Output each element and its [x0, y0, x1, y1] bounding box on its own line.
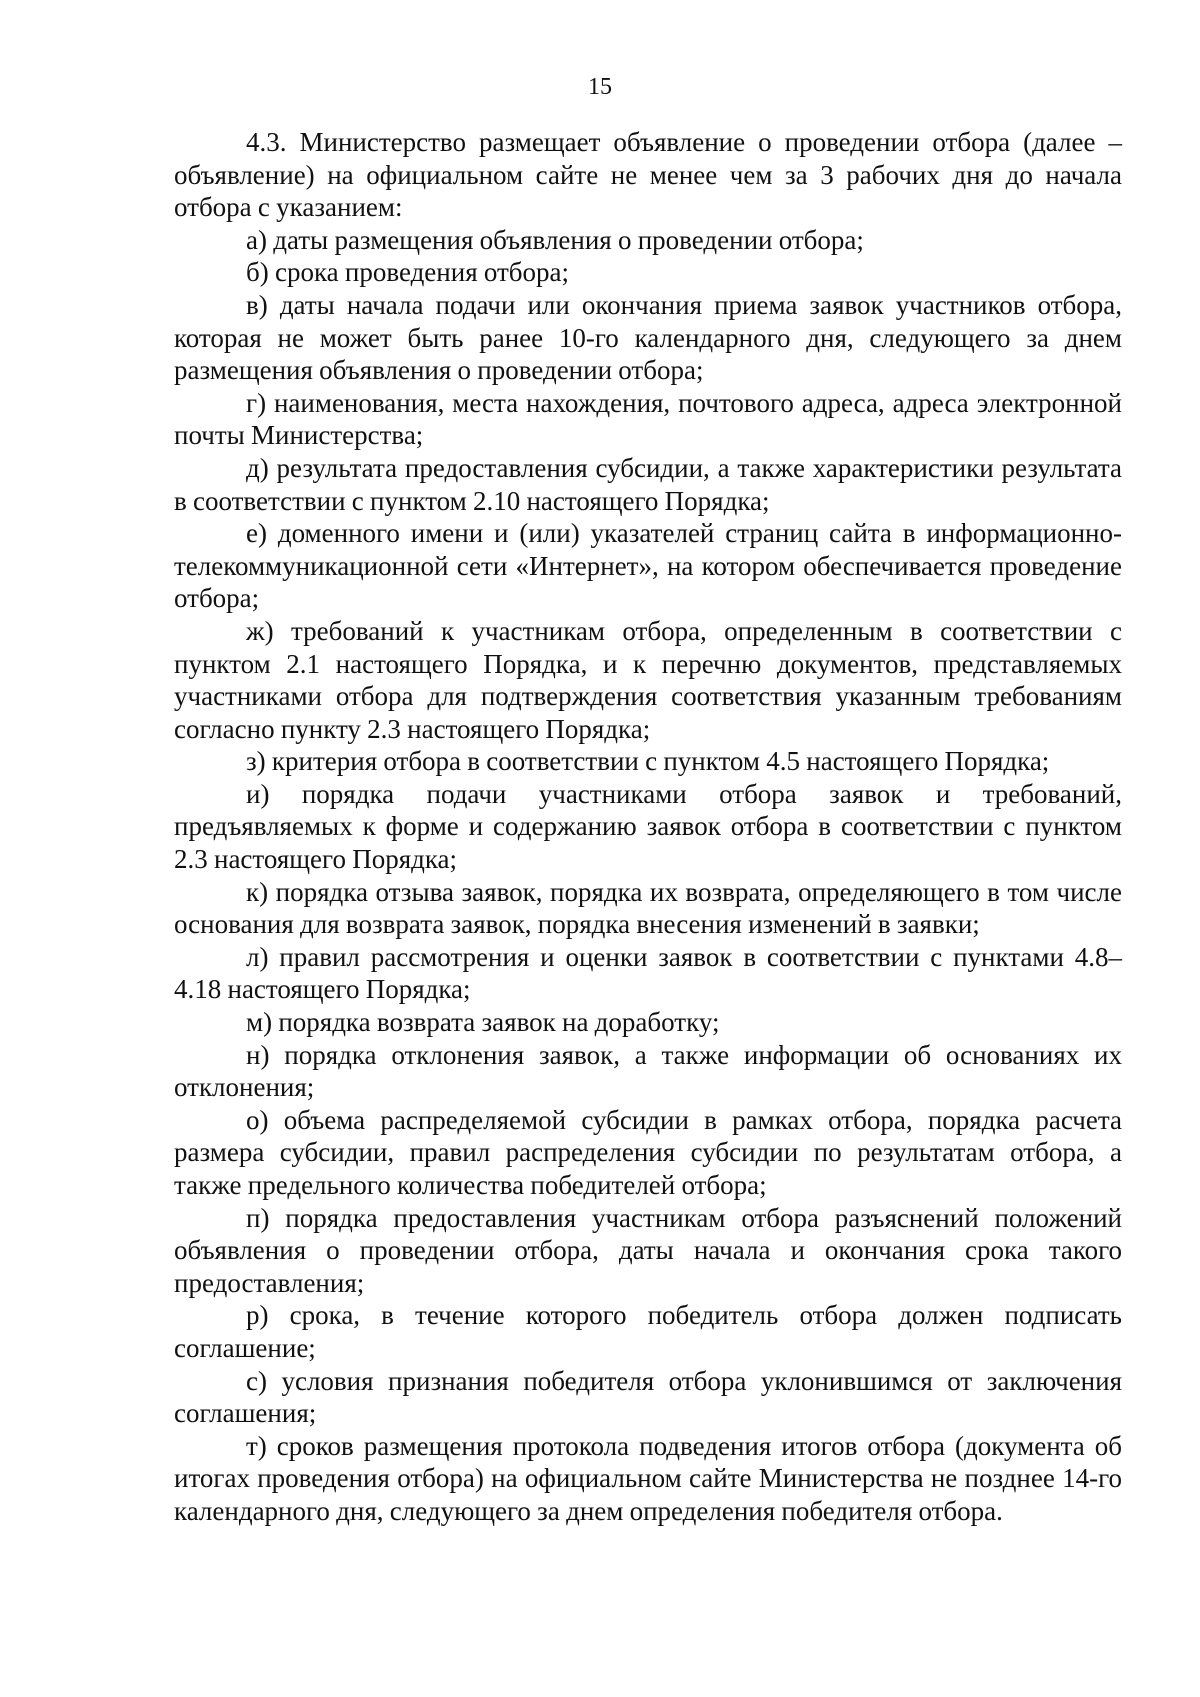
- list-item-t: т) сроков размещения протокола подведения итогов отбора (документа об итогах проведения отбора) на официальном сайте Министерства не позднее 14-го календарного дня, следующего за днем определения победителя отбора.: [174, 1430, 1122, 1526]
- list-item-d: д) результата предоставления субсидии, а также характеристики результата в соответствии с пунктом 2.10 настоящего Порядка;: [174, 452, 1122, 516]
- list-item-k: к) порядка отзыва заявок, порядка их возврата, определяющего в том числе основания для возврата заявок, порядка внесения изменений в заявки;: [174, 876, 1122, 940]
- list-item-r: р) срока, в течение которого победитель отбора должен подписать соглашение;: [174, 1300, 1122, 1363]
- list-item-p: п) порядка предоставления участникам отбора разъяснений положений объявления о проведении отбора, даты начала и окончания срока такого предоставления;: [174, 1202, 1122, 1298]
- list-item-zh: ж) требований к участникам отбора, определенным в соответствии с пунктом 2.1 настоящего Порядка, и к перечню документов, представляемых участниками отбора для подтверждения соответствия указанным требованиям согласно пункту 2.3 настоящего Порядка;: [174, 615, 1122, 744]
- paragraph-4-3-intro: 4.3. Министерство размещает объявление о проведении отбора (далее – объявление) на официальном сайте не менее чем за 3 рабочих дня до начала отбора с указанием:: [174, 127, 1122, 223]
- page-number: 15: [588, 74, 612, 100]
- list-item-v: в) даты начала подачи или окончания приема заявок участников отбора, которая не может быть ранее 10-го календарного дня, следующего за днем размещения объявления о проведении отбора;: [174, 289, 1122, 386]
- list-item-e: е) доменного имени и (или) указателей страниц сайта в информационно-телекоммуникационной сети «Интернет», на котором обеспечивается проведение отбора;: [174, 518, 1122, 614]
- list-item-s: с) условия признания победителя отбора уклонившимся от заключения соглашения;: [174, 1365, 1122, 1429]
- list-item-g: г) наименования, места нахождения, почтового адреса, адреса электронной почты Министерства;: [174, 387, 1122, 451]
- list-item-b: б) срока проведения отбора;: [246, 257, 570, 288]
- document-body: [174, 126, 1122, 1528]
- list-item-i: и) порядка подачи участниками отбора заявок и требований, предъявляемых к форме и содержанию заявок отбора в соответствии с пунктом 2.3 настоящего Порядка;: [174, 778, 1122, 875]
- list-item-l: л) правил рассмотрения и оценки заявок в соответствии с пунктами 4.8–4.18 настоящего Порядка;: [174, 941, 1122, 1005]
- list-item-z: з) критерия отбора в соответствии с пунктом 4.5 настоящего Порядка;: [246, 746, 1050, 777]
- list-item-o: о) объема распределяемой субсидии в рамках отбора, порядка расчета размера субсидии, правил распределения субсидии по результатам отбора, а также предельного количества победителей отбора;: [174, 1104, 1122, 1200]
- list-item-m: м) порядка возврата заявок на доработку;: [246, 1007, 720, 1038]
- list-item-a: а) даты размещения объявления о проведении отбора;: [246, 224, 864, 255]
- list-item-n: н) порядка отклонения заявок, а также информации об основаниях их отклонения;: [174, 1039, 1122, 1103]
